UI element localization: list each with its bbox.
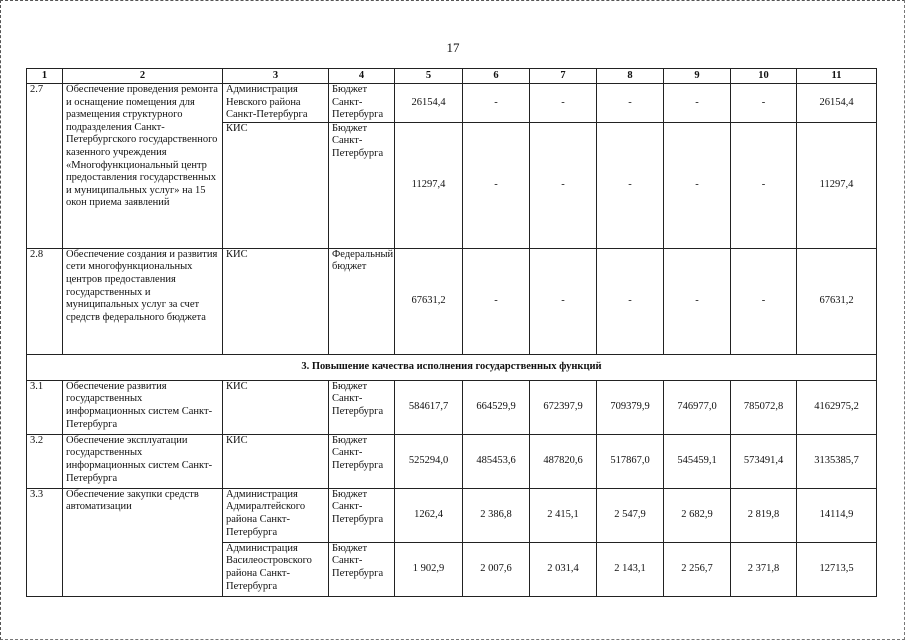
activity-name: Обеспечение проведения ремонта и оснащение помещения для размещения структурного подразделения Санкт-Петербургского государственного казенного учреждения «Многофункциональный центр предоставления государственных и муниципальных услуг» на 15 окон приема заявлений (63, 84, 223, 249)
activity-name: Обеспечение создания и развития сети многофункциональных центров предоставления государственных и муниципальных услуг за счет средств федерального бюджета (63, 248, 223, 354)
value-cell: 2 819,8 (731, 488, 797, 542)
value-cell: - (664, 248, 731, 354)
row-number: 3.1 (27, 380, 63, 434)
value-cell: - (530, 84, 597, 123)
column-header: 11 (797, 69, 877, 84)
value-cell: 2 682,9 (664, 488, 731, 542)
table-row (27, 84, 877, 123)
funding-source-cell: Федеральный бюджет (329, 248, 395, 354)
value-cell: 672397,9 (530, 380, 597, 434)
executor-cell: КИС (223, 380, 329, 434)
value-cell: - (530, 122, 597, 248)
value-cell: 2 415,1 (530, 488, 597, 542)
value-cell: 26154,4 (395, 84, 463, 123)
column-header: 6 (463, 69, 530, 84)
column-header: 7 (530, 69, 597, 84)
value-cell: 2 007,6 (463, 542, 530, 596)
table-row (27, 248, 877, 354)
value-cell: 2 371,8 (731, 542, 797, 596)
value-cell: - (597, 84, 664, 123)
value-cell: 67631,2 (395, 248, 463, 354)
column-header: 2 (63, 69, 223, 84)
column-header: 10 (731, 69, 797, 84)
executor-cell: КИС (223, 434, 329, 488)
executor-cell: Администрация Невского района Санкт-Петербурга (223, 84, 329, 123)
funding-source-cell: Бюджет Санкт-Петербурга (329, 488, 395, 542)
value-cell: 746977,0 (664, 380, 731, 434)
executor-cell: КИС (223, 248, 329, 354)
value-cell: 2 386,8 (463, 488, 530, 542)
row-number: 2.7 (27, 84, 63, 249)
total-cell: 14114,9 (797, 488, 877, 542)
funding-source-cell: Бюджет Санкт-Петербурга (329, 122, 395, 248)
value-cell: 2 143,1 (597, 542, 664, 596)
activity-name: Обеспечение эксплуатации государственных информационных систем Санкт-Петербурга (63, 434, 223, 488)
budget-table (26, 68, 877, 597)
value-cell: 525294,0 (395, 434, 463, 488)
column-header: 4 (329, 69, 395, 84)
value-cell: 517867,0 (597, 434, 664, 488)
value-cell: 487820,6 (530, 434, 597, 488)
section-row (27, 354, 877, 380)
value-cell: 2 031,4 (530, 542, 597, 596)
table-row (27, 434, 877, 488)
value-cell: 545459,1 (664, 434, 731, 488)
value-cell: - (731, 248, 797, 354)
value-cell: - (597, 248, 664, 354)
total-cell: 3135385,7 (797, 434, 877, 488)
executor-cell: Администрация Василеостровского района Санкт-Петербурга (223, 542, 329, 596)
row-number: 3.3 (27, 488, 63, 596)
executor-cell: Администрация Адмиралтейского района Санкт-Петербурга (223, 488, 329, 542)
value-cell: - (664, 122, 731, 248)
value-cell: 1 902,9 (395, 542, 463, 596)
value-cell: 485453,6 (463, 434, 530, 488)
value-cell: 664529,9 (463, 380, 530, 434)
value-cell: - (664, 84, 731, 123)
value-cell: - (463, 84, 530, 123)
activity-name: Обеспечение закупки средств автоматизации (63, 488, 223, 596)
funding-source-cell: Бюджет Санкт-Петербурга (329, 542, 395, 596)
value-cell: 584617,7 (395, 380, 463, 434)
value-cell: 2 256,7 (664, 542, 731, 596)
funding-source-cell: Бюджет Санкт-Петербурга (329, 84, 395, 123)
column-header: 5 (395, 69, 463, 84)
value-cell: - (530, 248, 597, 354)
value-cell: - (463, 122, 530, 248)
activity-name: Обеспечение развития государственных информационных систем Санкт-Петербурга (63, 380, 223, 434)
value-cell: - (731, 122, 797, 248)
column-header: 8 (597, 69, 664, 84)
table-row (27, 380, 877, 434)
value-cell: - (597, 122, 664, 248)
row-number: 2.8 (27, 248, 63, 354)
row-number: 3.2 (27, 434, 63, 488)
value-cell: 785072,8 (731, 380, 797, 434)
value-cell: 573491,4 (731, 434, 797, 488)
column-header: 1 (27, 69, 63, 84)
value-cell: 11297,4 (395, 122, 463, 248)
total-cell: 12713,5 (797, 542, 877, 596)
section-heading: 3. Повышение качества исполнения государственных функций (27, 354, 877, 380)
value-cell: - (463, 248, 530, 354)
total-cell: 26154,4 (797, 84, 877, 123)
executor-cell: КИС (223, 122, 329, 248)
funding-source-cell: Бюджет Санкт-Петербурга (329, 434, 395, 488)
page-number: 17 (446, 40, 460, 55)
value-cell: - (731, 84, 797, 123)
total-cell: 4162975,2 (797, 380, 877, 434)
column-header: 3 (223, 69, 329, 84)
total-cell: 11297,4 (797, 122, 877, 248)
value-cell: 1262,4 (395, 488, 463, 542)
funding-source-cell: Бюджет Санкт-Петербурга (329, 380, 395, 434)
column-header: 9 (664, 69, 731, 84)
table-header-row (27, 69, 877, 84)
table-row (27, 488, 877, 542)
value-cell: 2 547,9 (597, 488, 664, 542)
value-cell: 709379,9 (597, 380, 664, 434)
total-cell: 67631,2 (797, 248, 877, 354)
